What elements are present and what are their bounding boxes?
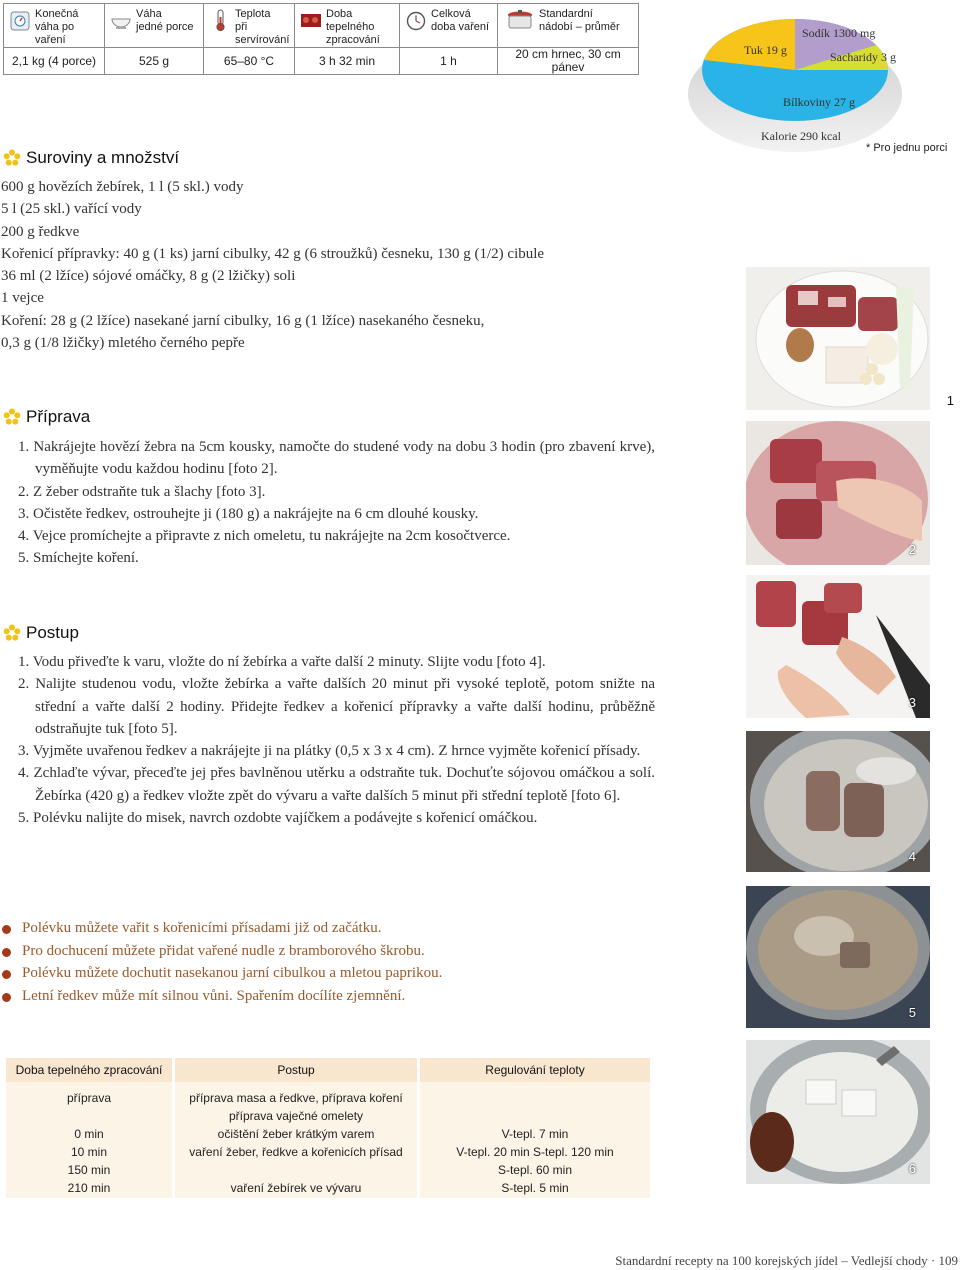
preparation-step: 3. Očistěte ředkev, ostrouhejte ji (180 g) a nakrájejte na 6 cm dlouhé kousky. [18,505,479,522]
photo-5-simmering [746,886,930,1028]
procedure-step: 2. Nalijte studenou vodu, vložte žebírka a vařte dalších 20 minut při vysoké teplotě, potom snižte na střední a vařte další 2 hodiny. Přidejte ředkev a kořenicí přípravky a vařte další hodinu, průběžně odstraňujte tuk [foto 5]. [18,676,655,737]
photo-number: 1 [946,393,954,408]
ingredients-heading: Suroviny a množství [3,148,179,168]
procedure-steps [1,651,655,829]
photo-4-image [746,731,930,872]
scale-icon [9,8,31,32]
nutrition-fat: Tuk 19 g [744,43,787,57]
photo-1-image [746,267,930,410]
tip-item: Letní ředkev může mít silnou vůni. Spařením docílíte zjemnění. [0,985,442,1008]
photo-2-soaking [746,421,930,565]
recipe-info-table [3,3,639,75]
info-header-portion-weight: Váha jedné porce [105,4,204,48]
photo-number: 6 [908,1161,916,1176]
photo-3-trimming [746,575,930,718]
info-value-final-weight: 2,1 kg (4 porce) [4,48,105,75]
preparation-steps [1,436,655,570]
flower-bullet-icon [3,408,21,426]
photo-3-image [746,575,930,718]
ingredient-line: 0,3 g (1/8 lžičky) mletého černého pepře [1,335,245,352]
info-header-final-weight: Konečná váha po vaření [4,4,105,48]
info-value-portion-weight: 525 g [105,48,204,75]
photo-2-image [746,421,930,565]
ingredient-line: 200 g ředkve [1,223,80,240]
info-value-processing-time: 3 h 32 min [295,48,400,75]
info-value-cookware: 20 cm hrnec, 30 cm pánev [498,48,639,75]
photo-5-image [746,886,930,1028]
info-header-processing-time: Doba tepelného zpracování [295,4,400,48]
photo-number: 2 [908,542,916,557]
ingredients-icon [300,8,322,32]
photo-number: 4 [908,849,916,864]
photo-number: 5 [908,1005,916,1020]
tip-item: Polévku můžete dochutit nasekanou jarní cibulkou a mletou paprikou. [0,962,442,985]
schedule-header-time: Doba tepelného zpracování [6,1058,172,1082]
nutrition-calories: Kalorie 290 kcal [761,129,841,143]
schedule-time-column: příprava 0 min 10 min 150 min 210 min [6,1082,172,1198]
procedure-step: 3. Vyjměte uvařenou ředkev a nakrájejte ji na plátky (0,5 x 3 x 4 cm). Z hrnce vyjměte kořenicí přísady. [18,743,641,760]
nutrition-sodium: Sodík 1300 mg [802,26,876,40]
photo-6-straining [746,1040,930,1184]
tip-item: Polévku můžete vařit s kořenicími přísadami již od začátku. [0,917,442,940]
schedule-temperature-column: V-tepl. 7 min V-tepl. 20 min S-tepl. 120 min S-tepl. 60 min S-tepl. 5 min [420,1082,650,1198]
per-portion-note: * Pro jednu porci [866,142,948,154]
procedure-step: 1. Vodu přiveďte k varu, vložte do ní žebírka a vařte další 2 minuty. Slijte vodu [foto 4]. [18,654,546,670]
flower-bullet-icon [3,624,21,642]
photo-1-ingredients [746,267,954,410]
preparation-heading: Příprava [3,407,90,427]
ingredient-line: 1 vejce [1,290,44,307]
photo-number: 3 [908,695,916,710]
nutrition-protein: Bílkoviny 27 g [783,95,856,109]
tips-list [0,917,442,1007]
cooking-schedule-table [3,1058,653,1198]
thermometer-icon [209,8,231,32]
ingredient-line: Koření: 28 g (2 lžíce) nasekané jarní cibulky, 16 g (1 lžíce) nasekaného česneku, [1,312,485,329]
procedure-step: 4. Zchlaďte vývar, přeceďte jej přes bavlněnou utěrku a odstraňte tuk. Dochuťte sójovou omáčkou a solí. Žebírka (420 g) a ředkev vložte zpět do vývaru a vařte dalších 5 minut při střední teplotě [foto 6]. [18,765,655,804]
flower-bullet-icon [3,149,21,167]
preparation-step: 2. Z žeber odstraňte tuk a šlachy [foto 3]. [18,483,266,500]
ingredient-line: 5 l (25 skl.) vařící vody [1,201,142,218]
nutrition-carbs: Sacharidy 3 g [830,50,896,64]
ingredients-list [1,176,655,354]
preparation-step: 4. Vejce promíchejte a připravte z nich omeletu, tu nakrájejte na 2cm kosočtverce. [18,528,511,545]
preparation-step: 1. Nakrájejte hovězí žebra na 5cm kousky, namočte do studené vody na dobu 3 hodin (pro zbavení krve), vyměňujte vodu každou hodinu [foto 2]. [18,439,655,478]
schedule-procedure-column: příprava masa a ředkve, příprava koření příprava vaječné omelety očištění žeber krátkým varem vaření žeber, ředkve a kořenicích přísad vaření žebírek ve vývaru [175,1082,417,1198]
info-header-serving-temp: Teplota při servírování [204,4,295,48]
tip-item: Pro dochucení můžete přidat vařené nudle z bramborového škrobu. [0,940,442,963]
info-value-serving-temp: 65–80 °C [204,48,295,75]
nutrition-disc [686,12,904,157]
info-header-cookware: Standardní nádobí – průměr [498,4,639,48]
procedure-step: 5. Polévku nalijte do misek, navrch ozdobte vajíčkem a podávejte s kořenicí omáčkou. [18,810,538,827]
schedule-header-procedure: Postup [175,1058,417,1082]
ingredient-line: 600 g hovězích žebírek, 1 l (5 skl.) vody [1,179,244,195]
procedure-heading: Postup [3,623,79,643]
preparation-step: 5. Smíchejte koření. [18,550,139,567]
page-footer: Standardní recepty na 100 korejských jídel – Vedlejší chody · 109 [615,1253,958,1268]
clock-icon [405,8,427,32]
pot-icon [505,8,535,32]
photo-4-blanching [746,731,930,872]
info-header-total-time: Celková doba vaření [400,4,498,48]
ingredient-line: Kořenicí přípravky: 40 g (1 ks) jarní cibulky, 42 g (6 stroužků) česneku, 130 g (1/2) cibule [1,245,545,262]
schedule-header-temperature: Regulování teploty [420,1058,650,1082]
bowl-icon [110,8,132,32]
ingredient-line: 36 ml (2 lžíce) sójové omáčky, 8 g (2 lžičky) soli [1,268,296,285]
photo-6-image [746,1040,930,1184]
info-value-total-time: 1 h [400,48,498,75]
